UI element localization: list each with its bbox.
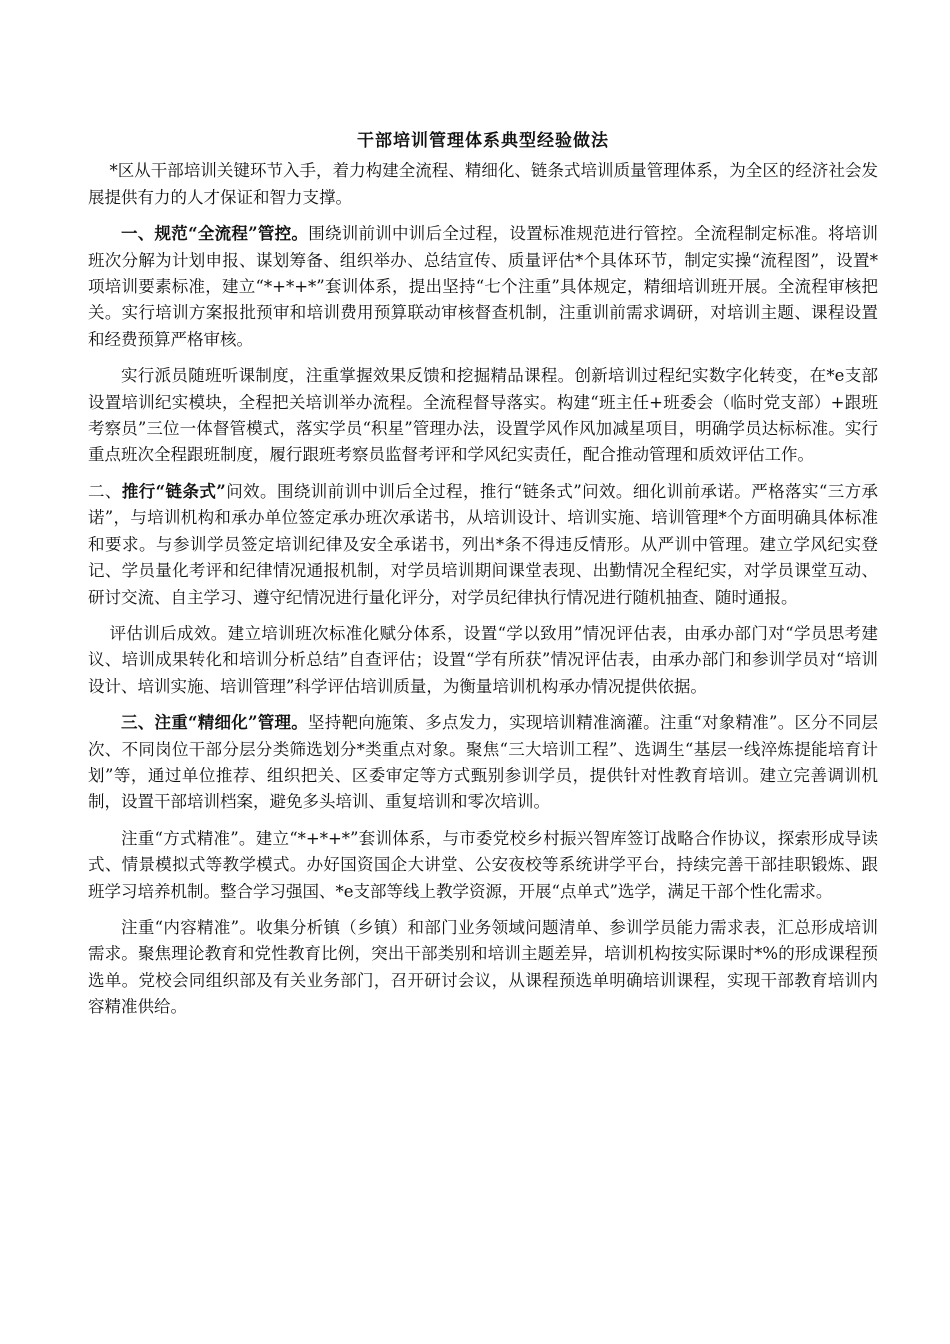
section-3-paragraph-3: 注重“内容精准”。收集分析镇（乡镇）和部门业务领域问题清单、参训学员能力需求表，汇总形成培训需求。聚焦理论教育和党性教育比例，突出干部类别和培训主题差异，培训机构按实际课时*%的形成课程预选单。党校会同组织部及有关业务部门，召开研讨会议，从课程预选单明确培训课程，实现干部教育培训内容精准供给。 [88, 917, 878, 1017]
section-1-heading: 一、规范“全流程”管控。 [121, 224, 309, 244]
section-1-paragraph [88, 221, 878, 353]
section-3-paragraph [88, 710, 878, 816]
section-3-paragraph-2: 注重“方式精准”。建立“*+*+*”套训体系，与市委党校乡村振兴智库签订战略合作协议，探索形成导读式、情景模拟式等教学模式。办好国资国企大讲堂、公安夜校等系统讲学平台，持续完善干部挂职锻炼、跟班学习培养机制。整合学习强国、*e支部等线上教学资源，开展“点单式”选学，满足干部个性化需求。 [88, 828, 878, 901]
section-2-paragraph-2: 评估训后成效。建立培训班次标准化赋分体系，设置“学以致用”情况评估表，由承办部门对“学员思考建议、培训成果转化和培训分析总结”自查评估；设置“学有所获”情况评估表，由承办部门和参训学员对“培训设计、培训实施、培训管理”科学评估培训质量，为衡量培训机构承办情况提供依据。 [88, 623, 878, 696]
section-3-body: 坚持靶向施策、多点发力，实现培训精准滴灌。注重“对象精准”。区分不同层次、不同岗位干部分层分类筛选划分*类重点对象。聚焦“三大培训工程”、选调生“基层一线淬炼提能培育计划”等，通过单位推荐、组织把关、区委审定等方式甄别参训学员，提供针对性教育培训。建立完善调训机制，设置干部培训档案，避免多头培训、重复培训和零次培训。 [88, 713, 879, 812]
section-3-heading: 三、注重“精细化”管理。 [121, 713, 309, 733]
section-2-heading: 推行“链条式” [121, 481, 226, 501]
section-2-body: 围绕训前训中训后全过程，推行“链条式”问效。细化训前承诺。严格落实“三方承诺”，与培训机构和承办单位签定承办班次承诺书，从培训设计、培训实施、培训管理*个方面明确具体标准和要求。与参训学员签定培训纪律及安全承诺书，列出*条不得违反情形。从严训中管理。建立学风纪实登记、学员量化考评和纪律情况通报机制，对学员培训期间课堂表现、出勤情况全程纪实，对学员课堂互动、研讨交流、自主学习、遵守纪情况进行量化评分，对学员纪律执行情况进行随机抽查、随时通报。 [88, 481, 879, 607]
document-title: 干部培训管理体系典型经验做法 [357, 131, 609, 151]
document-page [88, 128, 878, 1021]
section-1-body: 围绕训前训中训后全过程，设置标准规范进行管控。全流程制定标准。将培训班次分解为计划申报、谋划筹备、组织举办、总结宣传、质量评估*个具体环节，制定实操“流程图”，设置*项培训要素标准，建立“*+*+*”套训体系，提出坚持“七个注重”具体规定，精细培训班开展。全流程审核把关。实行培训方案报批预审和培训费用预算联动审核督查机制，注重训前需求调研，对培训主题、课程设置和经费预算严格审核。 [88, 224, 878, 349]
section-2-heading-tail: 问效。 [225, 481, 277, 501]
section-2-paragraph [88, 479, 878, 611]
intro-paragraph: *区从干部培训关键环节入手，着力构建全流程、精细化、链条式培训质量管理体系，为全区的经济社会发展提供有力的人才保证和智力支撑。 [88, 161, 878, 207]
section-1-paragraph-2: 实行派员随班听课制度，注重掌握效果反馈和挖掘精品课程。创新培训过程纪实数字化转变，在*e支部设置培训纪实模块，全程把关培训举办流程。全流程督导落实。构建“班主任+班委会（临时党支部）+跟班考察员”三位一体督管模式，落实学员“积星”管理办法，设置学风作风加减星项目，明确学员达标标准。实行重点班次全程跟班制度，履行跟班考察员监督考评和学风纪实责任，配合推动管理和质效评估工作。 [88, 366, 878, 465]
section-2-prefix: 二、 [88, 481, 122, 501]
